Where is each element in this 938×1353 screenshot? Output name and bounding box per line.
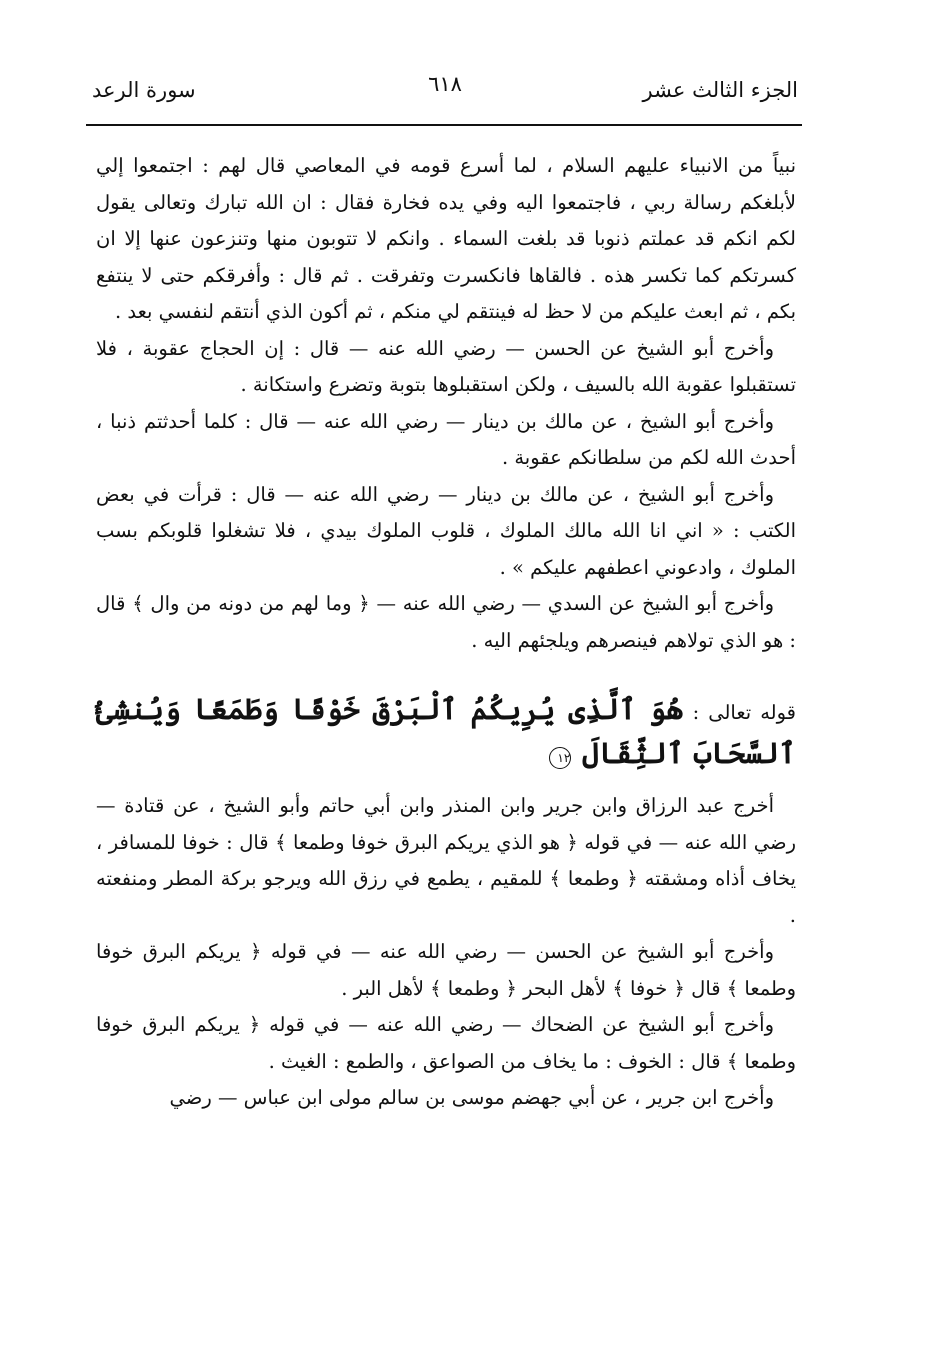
part-title: الجزء الثالث عشر [642, 78, 798, 102]
paragraph: وأخرج أبو الشيخ عن الحسن — رضي الله عنه — في قوله ﴿ يريكم البرق خوفا وطمعا ﴾ قال ﴿ خوفا ﴾ لأهل البحر ﴿ وطمعا ﴾ لأهل البر . [96, 940, 796, 1000]
verse-number-marker: ١٢ [549, 747, 571, 769]
page-header [92, 72, 798, 108]
header-rule [86, 124, 802, 126]
paragraph: وأخرج أبو الشيخ عن السدي — رضي الله عنه — ﴿ وما لهم من دونه من وال ﴾ قال : هو الذي تولاهم فينصرهم ويلجئهم اليه . [96, 592, 796, 652]
paragraph: أخرج عبد الرزاق وابن جرير وابن المنذر وابن أبي حاتم وأبو الشيخ ، عن قتادة — رضي الله عنه — في قوله ﴿ هو الذي يريكم البرق خوفا وطمعا ﴾ قال : خوفا للمسافر ، يخاف أذاه ومشقته ﴿ وطمعا ﴾ للمقيم ، يطمع في رزق الله ويرجو بركة المطر ومنفعته . [96, 794, 796, 927]
paragraph: وأخرج أبو الشيخ عن الضحاك — رضي الله عنه — في قوله ﴿ يريكم البرق خوفا وطمعا ﴾ قال : الخوف : ما يخاف من الصواعق ، والطمع : الغيث . [96, 1013, 796, 1073]
verse-label: قوله تعالى : [692, 701, 796, 724]
paragraph: وأخرج أبو الشيخ ، عن مالك بن دينار — رضي الله عنه — قال : قرأت في بعض الكتب : « اني انا الله مالك الملوك ، قلوب الملوك بيدي ، فلا تشغلوا قلوبكم بسب الملوك ، وادعوني اعطفهم عليكم » . [96, 482, 796, 579]
paragraph: وأخرج أبو الشيخ عن الحسن — رضي الله عنه — قال : إن الحجاج عقوبة ، فلا تستقبلوا عقوبة الله بالسيف ، ولكن استقبلوها بتوبة وتضرع واستكانة . [96, 336, 796, 396]
paragraph: وأخرج أبو الشيخ ، عن مالك بن دينار — رضي الله عنه — قال : كلما أحدثتم ذنبا ، أحدث الله لكم من سلطانكم عقوبة . [96, 409, 796, 469]
quran-verse: هُوَ ٱلَّذِى يُرِيكُمُ ٱلْبَرْقَ خَوْفًا وَطَمَعًا وَيُنشِئُ ٱلسَّحَابَ ٱلثِّقَالَ [96, 692, 796, 770]
page-number: ٦١٨ [428, 72, 462, 96]
page-body [96, 148, 796, 1117]
surah-title: سورة الرعد [92, 78, 196, 102]
paragraph: نبياً من الانبياء عليهم السلام ، لما أسرع قومه في المعاصي قال لهم : اجتمعوا إلي لأبلغكم رسالة ربي ، فاجتمعوا اليه وفي يده فخارة فقال : ان الله تبارك وتعالى يقول لكم انكم قد عملتم ذنوبا قد بلغت السماء . وانكم لا تتوبون منها وتنزعون عنها إلا ان كسرتكم كما تكسر هذه . فالقاها فانكسرت وتفرقت . ثم قال : وأفرقكم حتى لا ينتفع بكم ، ثم ابعث عليكم من لا حظ له فينتقم لي منكم ، ثم أكون الذي أنتقم لنفسي بعد . [96, 154, 796, 323]
paragraph: وأخرج ابن جرير ، عن أبي جهضم موسى بن سالم مولى ابن عباس — رضي [169, 1086, 774, 1109]
verse-heading [96, 689, 796, 776]
